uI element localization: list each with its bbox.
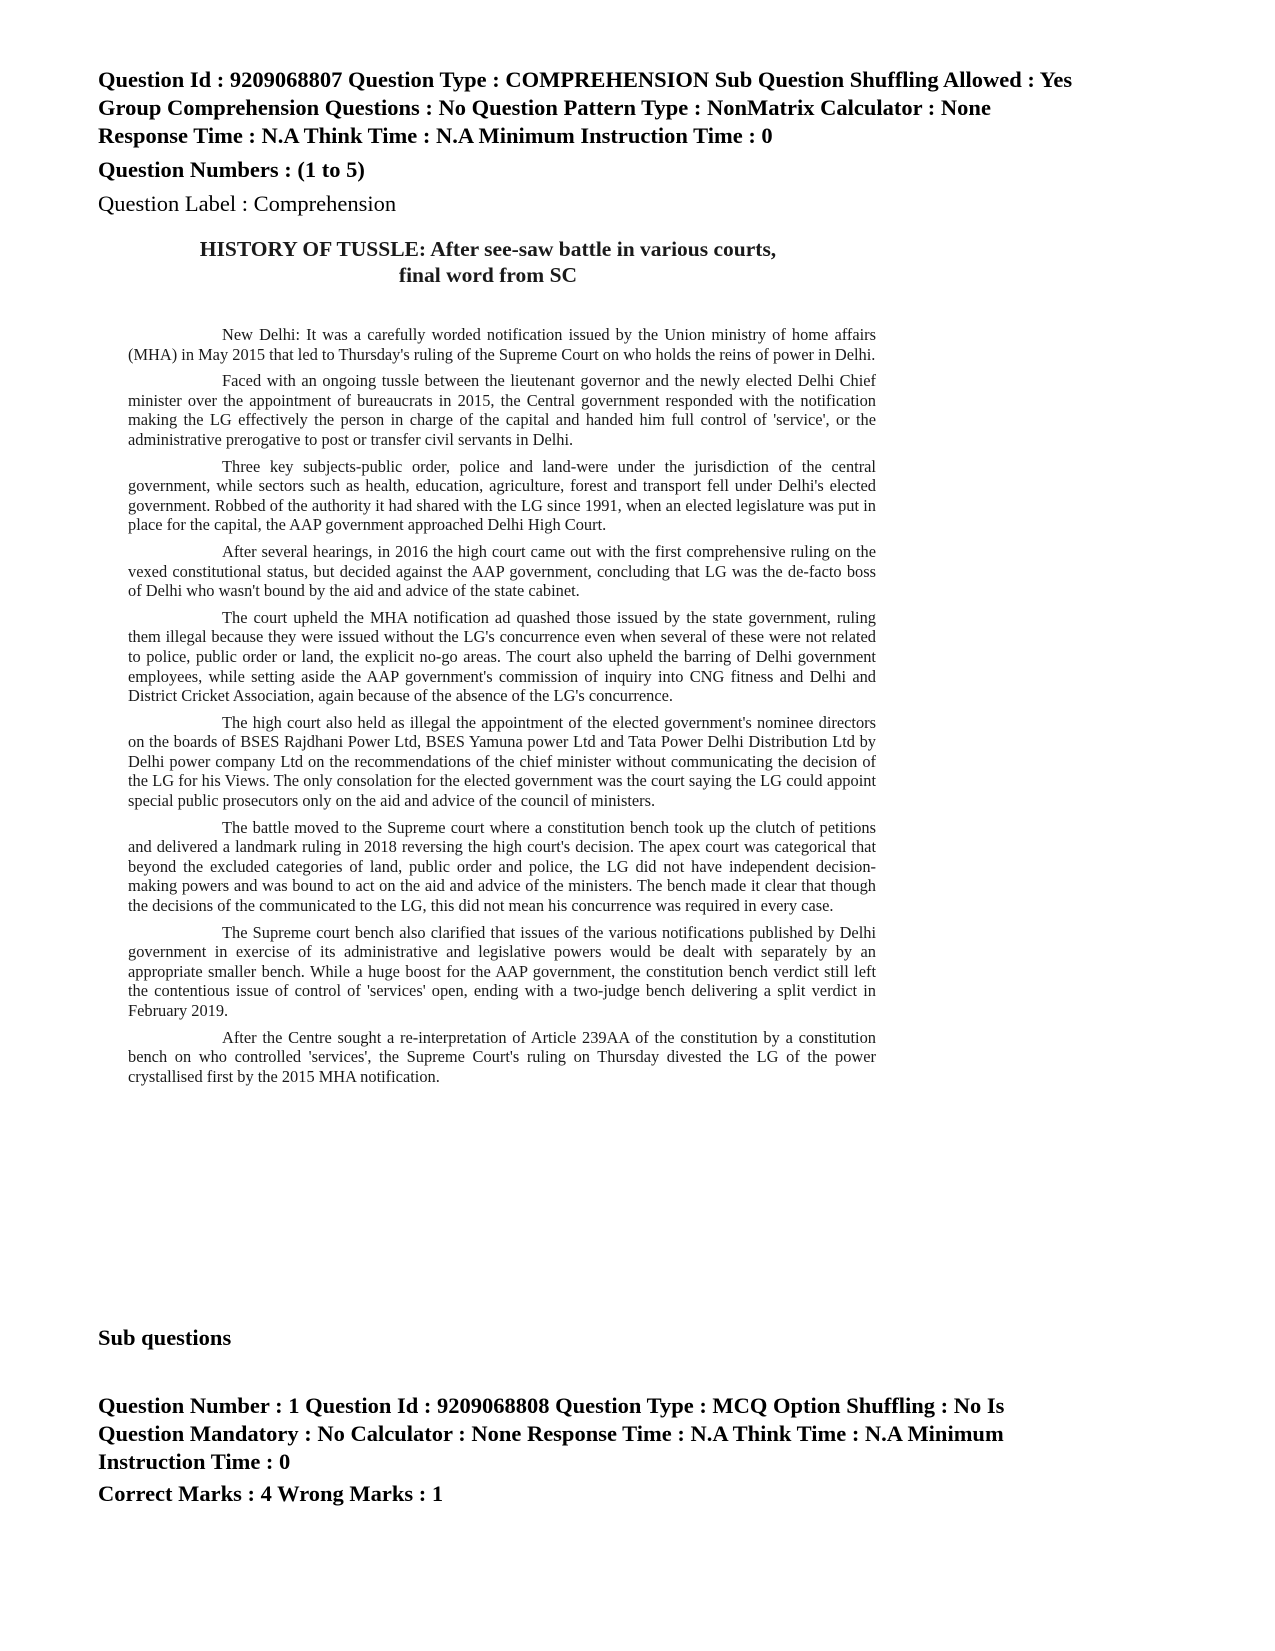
marks-info: Correct Marks : 4 Wrong Marks : 1 [98,1481,444,1506]
sub-question-meta-line-3: Instruction Time : 0 [98,1449,291,1474]
sub-question-meta-line-1: Question Number : 1 Question Id : 9209068808 Question Type : MCQ Option Shuffling : No Is [98,1393,1005,1418]
question-meta [98,66,1208,150]
passage-paragraph: The Supreme court bench also clarified that issues of the various notifications published by Delhi government in exercise of its administrative and legislative powers would be dealt with separately by an appropriate smaller bench. While a huge boost for the AAP government, the constitution bench verdict still left the contentious issue of control of 'services' open, ending with a two-judge bench delivering a split verdict in February 2019. [128,922,876,1020]
passage-paragraph: New Delhi: It was a carefully worded notification issued by the Union ministry of home affairs (MHA) in May 2015 that led to Thursday's ruling of the Supreme Court on who holds the reins of power in Delhi. [128,325,876,364]
question-meta-line-2: Group Comprehension Questions : No Question Pattern Type : NonMatrix Calculator : None [98,95,991,120]
passage-title-line-2: final word from SC [398,263,578,287]
question-numbers: Question Numbers : (1 to 5) [98,157,365,182]
passage-paragraph: The high court also held as illegal the appointment of the elected government's nominee directors on the boards of BSES Rajdhani Power Ltd, BSES Yamuna power Ltd and Tata Power Delhi Distribution Ltd by Delhi power company Ltd on the recommendations of the chief minister without communicating the decision of the LG for his Views. The only consolation for the elected government was the court saying the LG could appoint special public prosecutors only on the aid and advice of the council of ministers. [128,712,876,811]
question-label: Question Label : Comprehension [98,191,397,216]
passage-paragraph: The battle moved to the Supreme court where a constitution bench took up the clutch of petitions and delivered a landmark ruling in 2018 reversing the high court's decision. The apex court was categorical that beyond the excluded categories of land, public order and police, the LG did not have independent decision-making powers and was bound to act on the aid and advice of the ministers. The bench made it clear that though the decisions of the communicated to the LG, this did not mean his concurrence was required in every case. [128,817,876,916]
passage-paragraph: After several hearings, in 2016 the high court came out with the first comprehensive ruling on the vexed constitutional status, but decided against the AAP government, concluding that LG was the de-facto boss of Delhi who wasn't bound by the aid and advice of the state cabinet. [128,541,876,601]
passage-paragraph: Faced with an ongoing tussle between the lieutenant governor and the newly elected Delhi Chief minister over the appointment of bureaucrats in 2015, the Central government responded with the notification making the LG effectively the person in charge of the capital and handed him full control of 'service', or the administrative prerogative to post or transfer civil servants in Delhi. [128,371,876,449]
sub-questions-heading: Sub questions [98,1325,232,1350]
passage-title-line-1: HISTORY OF TUSSLE: After see-saw battle in various courts, [199,237,777,261]
passage-body [128,325,876,1086]
sub-question-meta-line-2: Question Mandatory : No Calculator : None Response Time : N.A Think Time : N.A Minimum [98,1421,1004,1446]
sub-question-1-meta [98,1392,1098,1476]
passage-paragraph: After the Centre sought a re-interpretation of Article 239AA of the constitution by a constitution bench on who controlled 'services', the Supreme Court's ruling on Thursday divested the LG of the power crystallised first by the 2015 MHA notification. [128,1027,876,1086]
passage-paragraph: Three key subjects-public order, police and land-were under the jurisdiction of the central government, while sectors such as health, education, agriculture, forest and transport fell under Delhi's elected government. Robbed of the authority it had shared with the LG since 1991, when an elected legislature was put in place for the capital, the AAP government approached Delhi High Court. [128,456,876,535]
passage-title [108,236,868,288]
question-meta-line-3: Response Time : N.A Think Time : N.A Minimum Instruction Time : 0 [98,123,773,148]
passage-paragraph: The court upheld the MHA notification ad quashed those issued by the state government, ruling them illegal because they were issued without the LG's concurrence even when several of these were not related to police, public order or land, the explicit no-go areas. The court also upheld the barring of Delhi government employees, while setting aside the AAP government's commission of inquiry into CNG fitness and Delhi and District Cricket Association, again because of the absence of the LG's concurrence. [128,607,876,706]
comprehension-passage [128,236,876,1093]
question-meta-line-1: Question Id : 9209068807 Question Type : COMPREHENSION Sub Question Shuffling Allowed : Yes [98,67,1073,92]
